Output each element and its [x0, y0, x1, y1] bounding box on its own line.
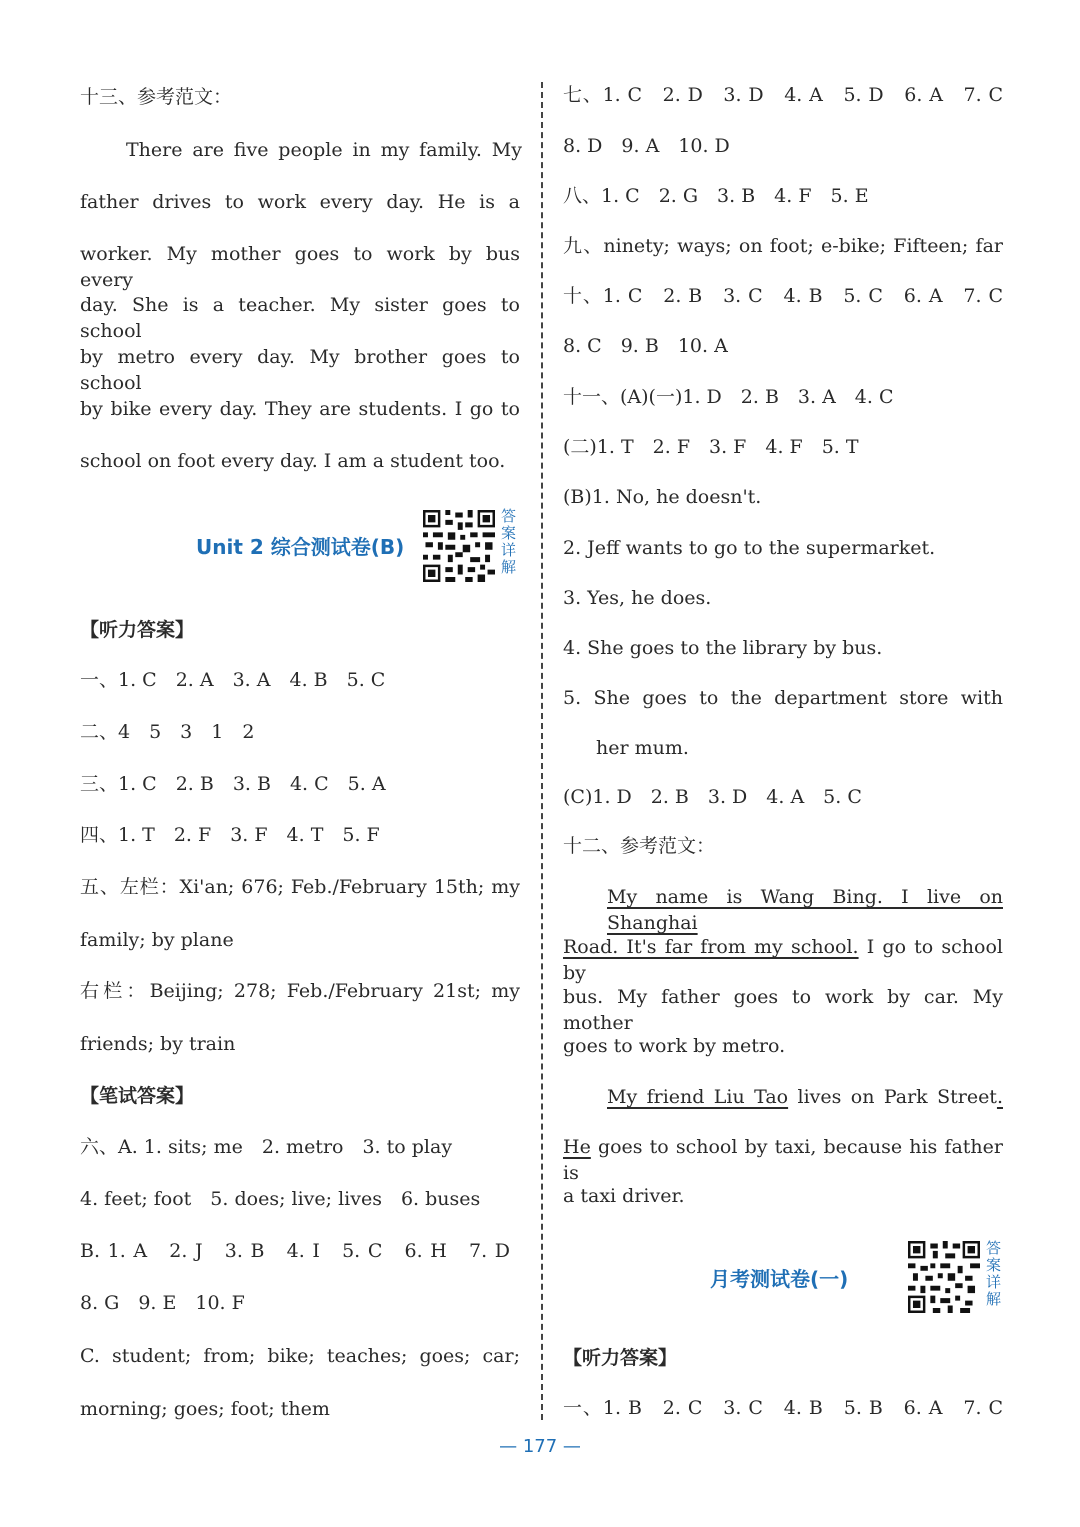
answer-line: 2. Jeff wants to go to the supermarket. [563, 537, 936, 559]
essay-text: I go to school by [563, 936, 1003, 984]
qr-label-char: 案 [985, 1256, 1001, 1274]
answer-line: 十一、(A)(一)1. D 2. B 3. A 4. C [563, 386, 894, 408]
section-title: Unit 2 综合测试卷(B) [196, 535, 405, 559]
page-number: — 177 — [499, 1436, 581, 1457]
answer-line: (B)1. No, he doesn't. [563, 486, 762, 508]
essay-text: lives on Park Street [788, 1086, 997, 1108]
essay-line: goes to work by metro. [563, 1035, 786, 1057]
essay-line: worker. My mother goes to work by bus every [80, 243, 520, 291]
qr-label-char: 详 [985, 1273, 1001, 1291]
essay-line [607, 1084, 1003, 1110]
answer-line: 六、A. 1. sits; me 2. metro 3. to play [80, 1136, 453, 1158]
qr-label-char: 答 [985, 1239, 1001, 1257]
answer-line: family; by plane [80, 929, 234, 951]
answer-line: friends; by train [80, 1033, 236, 1055]
answer-line: 三、1. C 2. B 3. B 4. C 5. A [80, 773, 386, 795]
qr-label-char: 解 [985, 1290, 1001, 1308]
answer-line: 五、左栏：Xi'an; 676; Feb./February 15th; my [80, 876, 520, 898]
underlined-text: Road. It's far from my school. [563, 936, 859, 958]
essay-line [563, 1134, 1003, 1186]
underlined-text: My friend Liu Tao [607, 1086, 789, 1108]
answer-line: 右栏：Beijing; 278; Feb./February 21st; my [80, 980, 520, 1002]
answer-line: 七、1. C 2. D 3. D 4. A 5. D 6. A 7. C [563, 84, 1004, 106]
column-divider [541, 82, 543, 1420]
answer-line: C. student; from; bike; teaches; goes; car; [80, 1345, 520, 1367]
essay-line: bus. My father goes to work by car. My mother [563, 986, 1003, 1034]
section-title: 月考测试卷(一) [710, 1267, 849, 1291]
qr-code-icon[interactable] [908, 1241, 980, 1313]
written-heading: 【笔试答案】 [80, 1085, 195, 1107]
qr-code-icon[interactable] [423, 510, 495, 582]
essay-line [563, 934, 1003, 986]
answer-line: morning; goes; foot; them [80, 1398, 330, 1420]
essay-heading: 十三、参考范文： [80, 86, 233, 108]
answer-line: 8. C 9. B 10. A [563, 335, 728, 357]
answer-line: 8. D 9. A 10. D [563, 135, 730, 157]
essay-line: day. She is a teacher. My sister goes to school [80, 294, 520, 342]
listening-heading: 【听力答案】 [80, 619, 195, 641]
underlined-text: My name is Wang Bing. I live on Shanghai [607, 886, 1003, 934]
essay-line: father drives to work every day. He is a [80, 191, 520, 213]
answer-line: 4. She goes to the library by bus. [563, 637, 883, 659]
essay-line: by bike every day. They are students. I go to [80, 398, 520, 420]
qr-label [500, 508, 517, 576]
answer-line: B. 1. A 2. J 3. B 4. I 5. C 6. H 7. D [80, 1240, 510, 1262]
answer-line: 一、1. C 2. A 3. A 4. B 5. C [80, 669, 386, 691]
underlined-text: He [563, 1136, 591, 1158]
underlined-text: . [996, 1086, 1003, 1108]
answer-line: 八、1. C 2. G 3. B 4. F 5. E [563, 185, 869, 207]
answer-line: (二)1. T 2. F 3. F 4. F 5. T [563, 436, 859, 458]
essay-line: There are five people in my family. My [126, 139, 522, 161]
essay-line: a taxi driver. [563, 1185, 685, 1207]
qr-label-char: 案 [500, 524, 516, 542]
answer-line: 5. She goes to the department store with [563, 687, 1003, 709]
answer-line: 8. G 9. E 10. F [80, 1292, 245, 1314]
qr-label [985, 1240, 1002, 1308]
essay-line: school on foot every day. I am a student too. [80, 450, 506, 472]
qr-label-char: 详 [500, 541, 516, 559]
essay-text: goes to school by taxi, because his father is [563, 1136, 1003, 1184]
answer-line: 3. Yes, he does. [563, 587, 712, 609]
answer-line: 二、4 5 3 1 2 [80, 721, 255, 743]
answer-line: 4. feet; foot 5. does; live; lives 6. buses [80, 1188, 481, 1210]
qr-label-char: 答 [500, 507, 516, 525]
essay-line: by metro every day. My brother goes to school [80, 346, 520, 394]
answer-line: (C)1. D 2. B 3. D 4. A 5. C [563, 786, 862, 808]
qr-label-char: 解 [500, 558, 516, 576]
listening-heading: 【听力答案】 [563, 1347, 678, 1369]
answer-line: 四、1. T 2. F 3. F 4. T 5. F [80, 824, 380, 846]
answer-line: her mum. [596, 737, 689, 759]
answer-line: 一、1. B 2. C 3. C 4. B 5. B 6. A 7. C [563, 1397, 1003, 1419]
answer-line: 九、ninety; ways; on foot; e-bike; Fifteen; far [563, 235, 1003, 257]
essay-heading: 十二、参考范文： [563, 835, 716, 857]
answer-line: 十、1. C 2. B 3. C 4. B 5. C 6. A 7. C [563, 285, 1003, 307]
essay-line [607, 884, 1003, 936]
